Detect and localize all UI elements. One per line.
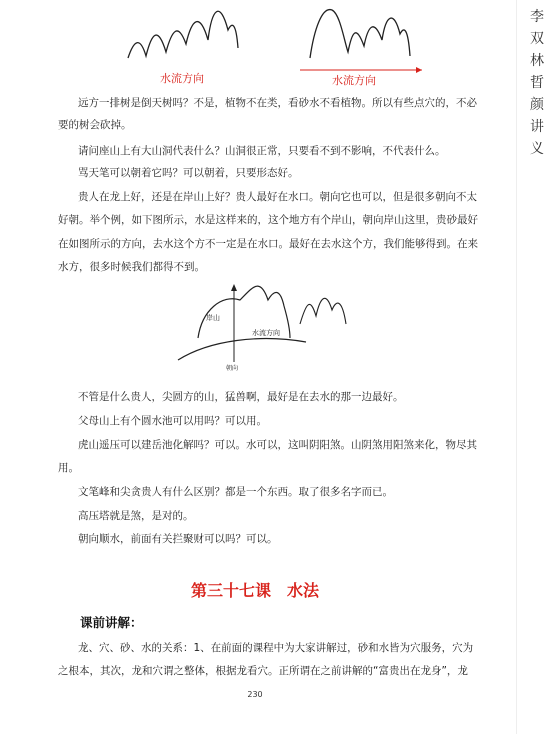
- paragraph-line: 远方一排树是倒天树吗？不是，植物不在类，看砂水不看植物。所以有些点穴的，不必: [78, 97, 477, 109]
- paragraph-line: 贵人在龙上好，还是在岸山上好？贵人最好在水口。朝向它也可以，但是很多朝向不太: [78, 191, 477, 203]
- far-peaks: [300, 298, 346, 324]
- paragraph-line: 请问座山上有大山洞代表什么？山洞很正常，只要看不到不影响，不代表什么。: [78, 145, 446, 157]
- paragraph-line: 要的树会砍掉。: [58, 119, 132, 131]
- title-char: 晢: [530, 75, 544, 91]
- paragraph-line: 用。: [58, 462, 79, 474]
- paragraph-line: 父母山上有个圆水池可以用吗？可以用。: [78, 415, 267, 427]
- facing-label: 朝向: [226, 365, 239, 372]
- paragraph-line: 水方，很多时候我们都得不到。: [58, 261, 205, 273]
- facing-arrowhead: [231, 284, 237, 291]
- title-char: 讲: [530, 119, 544, 135]
- right-flow-arrow: [416, 67, 422, 73]
- paragraph-line: 好朝。举个例，如下图所示，水是这样来的，这个地方有个岸山，朝向岸山这里，贵砂最好: [58, 214, 478, 226]
- right-mountain-sketch: [310, 10, 410, 58]
- title-char: 颜: [530, 97, 544, 113]
- paragraph-line: 文笔峰和尖贪贵人有什么区别？都是一个东西。取了很多名字而已。: [78, 486, 393, 498]
- page-number: 230: [247, 690, 263, 699]
- paragraph-line: 高压塔就是煞，是对的。: [78, 510, 194, 522]
- margin-divider: [516, 0, 517, 734]
- paragraph-line: 朝向顺水，前面有关拦聚财可以吗？可以。: [78, 533, 278, 545]
- facing-direction-diagram: [170, 280, 370, 372]
- paragraph-line: 在如图所示的方向，去水这个方不一定是在水口。最好在去水这个方，我们能够得到。在来: [58, 238, 478, 250]
- vertical-book-title: [527, 6, 547, 160]
- left-flow-label: 水流方向: [160, 72, 204, 85]
- title-char: 林: [530, 53, 544, 69]
- section-heading: 第三十七课 水法: [190, 581, 319, 600]
- title-char: 李: [530, 9, 544, 25]
- paragraph-line: 龙、穴、砂、水的关系：1、在前面的课程中为大家讲解过，砂和水皆为穴服务，穴为: [78, 642, 474, 654]
- sub-heading: 课前讲解：: [80, 615, 143, 630]
- mountain-label: 岸山: [206, 314, 220, 322]
- left-mountain-sketch: [128, 11, 238, 58]
- paragraph-line: 骂天笔可以朝着它吗？可以朝着，只要形态好。: [78, 167, 299, 179]
- title-char: 义: [530, 141, 544, 157]
- water-flow-curve: [178, 339, 306, 360]
- paragraph-line: 之根本，其次，龙和穴谓之整体，根据龙看穴。正所谓在之前讲解的“富贵出在龙身”，龙: [58, 665, 468, 677]
- paragraph-line: 不管是什么贵人，尖圆方的山，猛兽啊，最好是在去水的那一边最好。: [78, 391, 404, 403]
- mountain-flow-diagram: [100, 0, 440, 92]
- title-char: 双: [530, 31, 544, 47]
- paragraph-line: 虎山遥压可以建岳池化解吗？可以。水可以，这叫阴阳煞。山阴煞用阳煞来化，物尽其: [78, 439, 477, 451]
- right-flow-label: 水流方向: [332, 74, 376, 87]
- water-flow-label: 水流方向: [252, 329, 280, 337]
